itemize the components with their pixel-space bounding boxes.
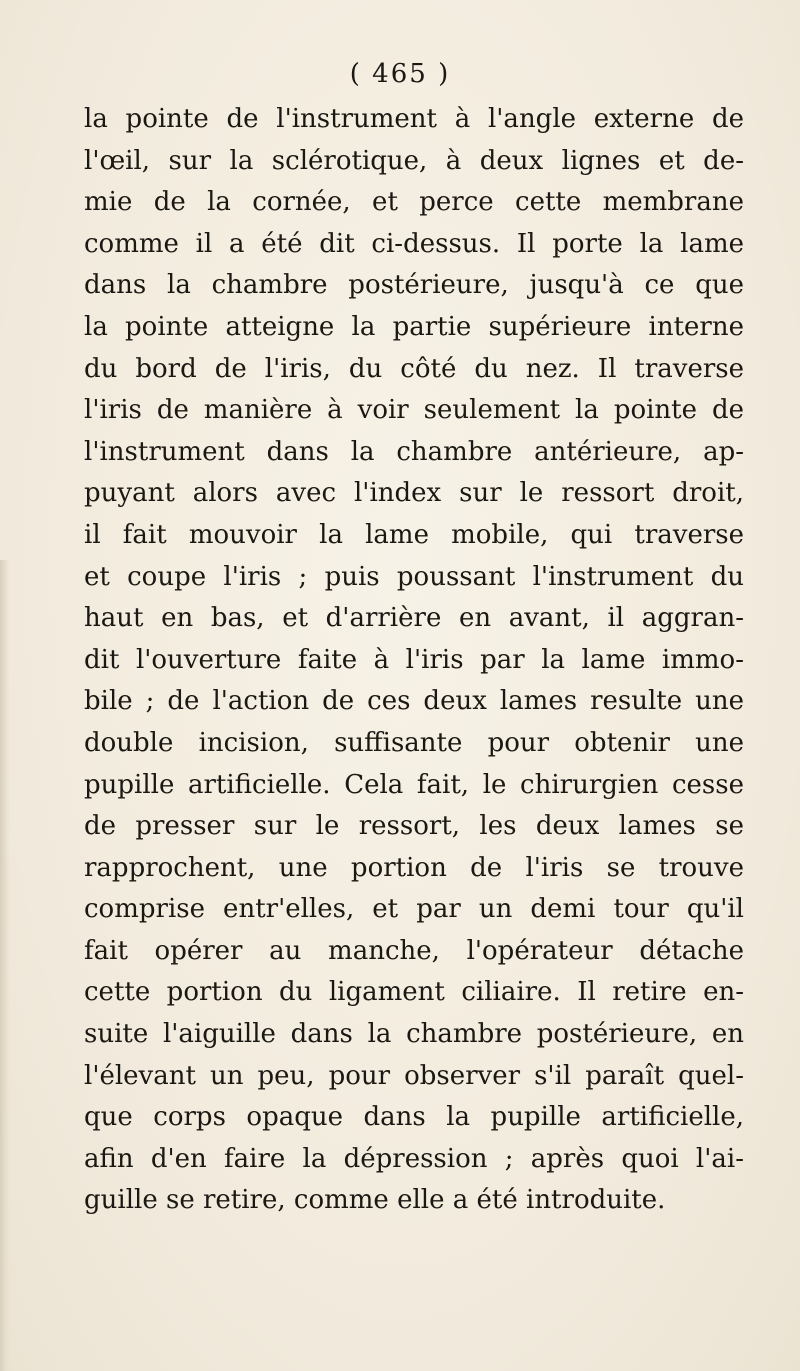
text-line: l'élevant un peu, pour observer s'il paraît quel-	[84, 1060, 744, 1091]
text-line: pupille artificielle. Cela fait, le chirurgien cesse	[84, 769, 744, 800]
text-line: comme il a été dit ci-dessus. Il porte la lame	[84, 228, 744, 259]
text-line: que corps opaque dans la pupille artificielle,	[84, 1102, 744, 1133]
text-line: bile ; de l'action de ces deux lames resulte une	[84, 686, 744, 717]
text-line: rapprochent, une portion de l'iris se trouve	[84, 852, 744, 883]
text-line: il fait mouvoir la lame mobile, qui traverse	[84, 519, 744, 550]
text-line: suite l'aiguille dans la chambre postérieure, en	[84, 1019, 744, 1050]
text-line: puyant alors avec l'index sur le ressort droit,	[84, 478, 744, 509]
text-line: la pointe atteigne la partie supérieure interne	[84, 311, 744, 342]
text-line: haut en bas, et d'arrière en avant, il aggran-	[84, 603, 744, 634]
body-text	[84, 99, 744, 1222]
text-line: l'iris de manière à voir seulement la pointe de	[84, 395, 744, 426]
text-line-last: guille se retire, comme elle a été introduite.	[84, 1185, 666, 1216]
text-line: double incision, suffisante pour obtenir une	[84, 727, 744, 758]
text-line: de presser sur le ressort, les deux lames se	[84, 811, 744, 842]
text-line: dans la chambre postérieure, jusqu'à ce que	[84, 270, 744, 301]
text-line: du bord de l'iris, du côté du nez. Il traverse	[84, 353, 744, 384]
text-line: l'œil, sur la sclérotique, à deux lignes et de-	[84, 145, 744, 176]
text-line: comprise entr'elles, et par un demi tour qu'il	[84, 894, 744, 925]
page-number: ( 465 )	[349, 59, 451, 89]
text-line: dit l'ouverture faite à l'iris par la lame immo-	[84, 644, 744, 675]
page-spine-shadow	[0, 560, 10, 1371]
text-line: mie de la cornée, et perce cette membrane	[84, 187, 744, 218]
text-line: cette portion du ligament ciliaire. Il retire en-	[84, 977, 744, 1008]
text-line: la pointe de l'instrument à l'angle externe de	[84, 104, 744, 134]
text-line: afin d'en faire la dépression ; après quoi l'ai-	[84, 1143, 744, 1174]
text-line: fait opérer au manche, l'opérateur détache	[84, 935, 744, 966]
text-line: l'instrument dans la chambre antérieure, ap-	[84, 436, 744, 467]
text-line: et coupe l'iris ; puis poussant l'instrument du	[84, 561, 744, 592]
